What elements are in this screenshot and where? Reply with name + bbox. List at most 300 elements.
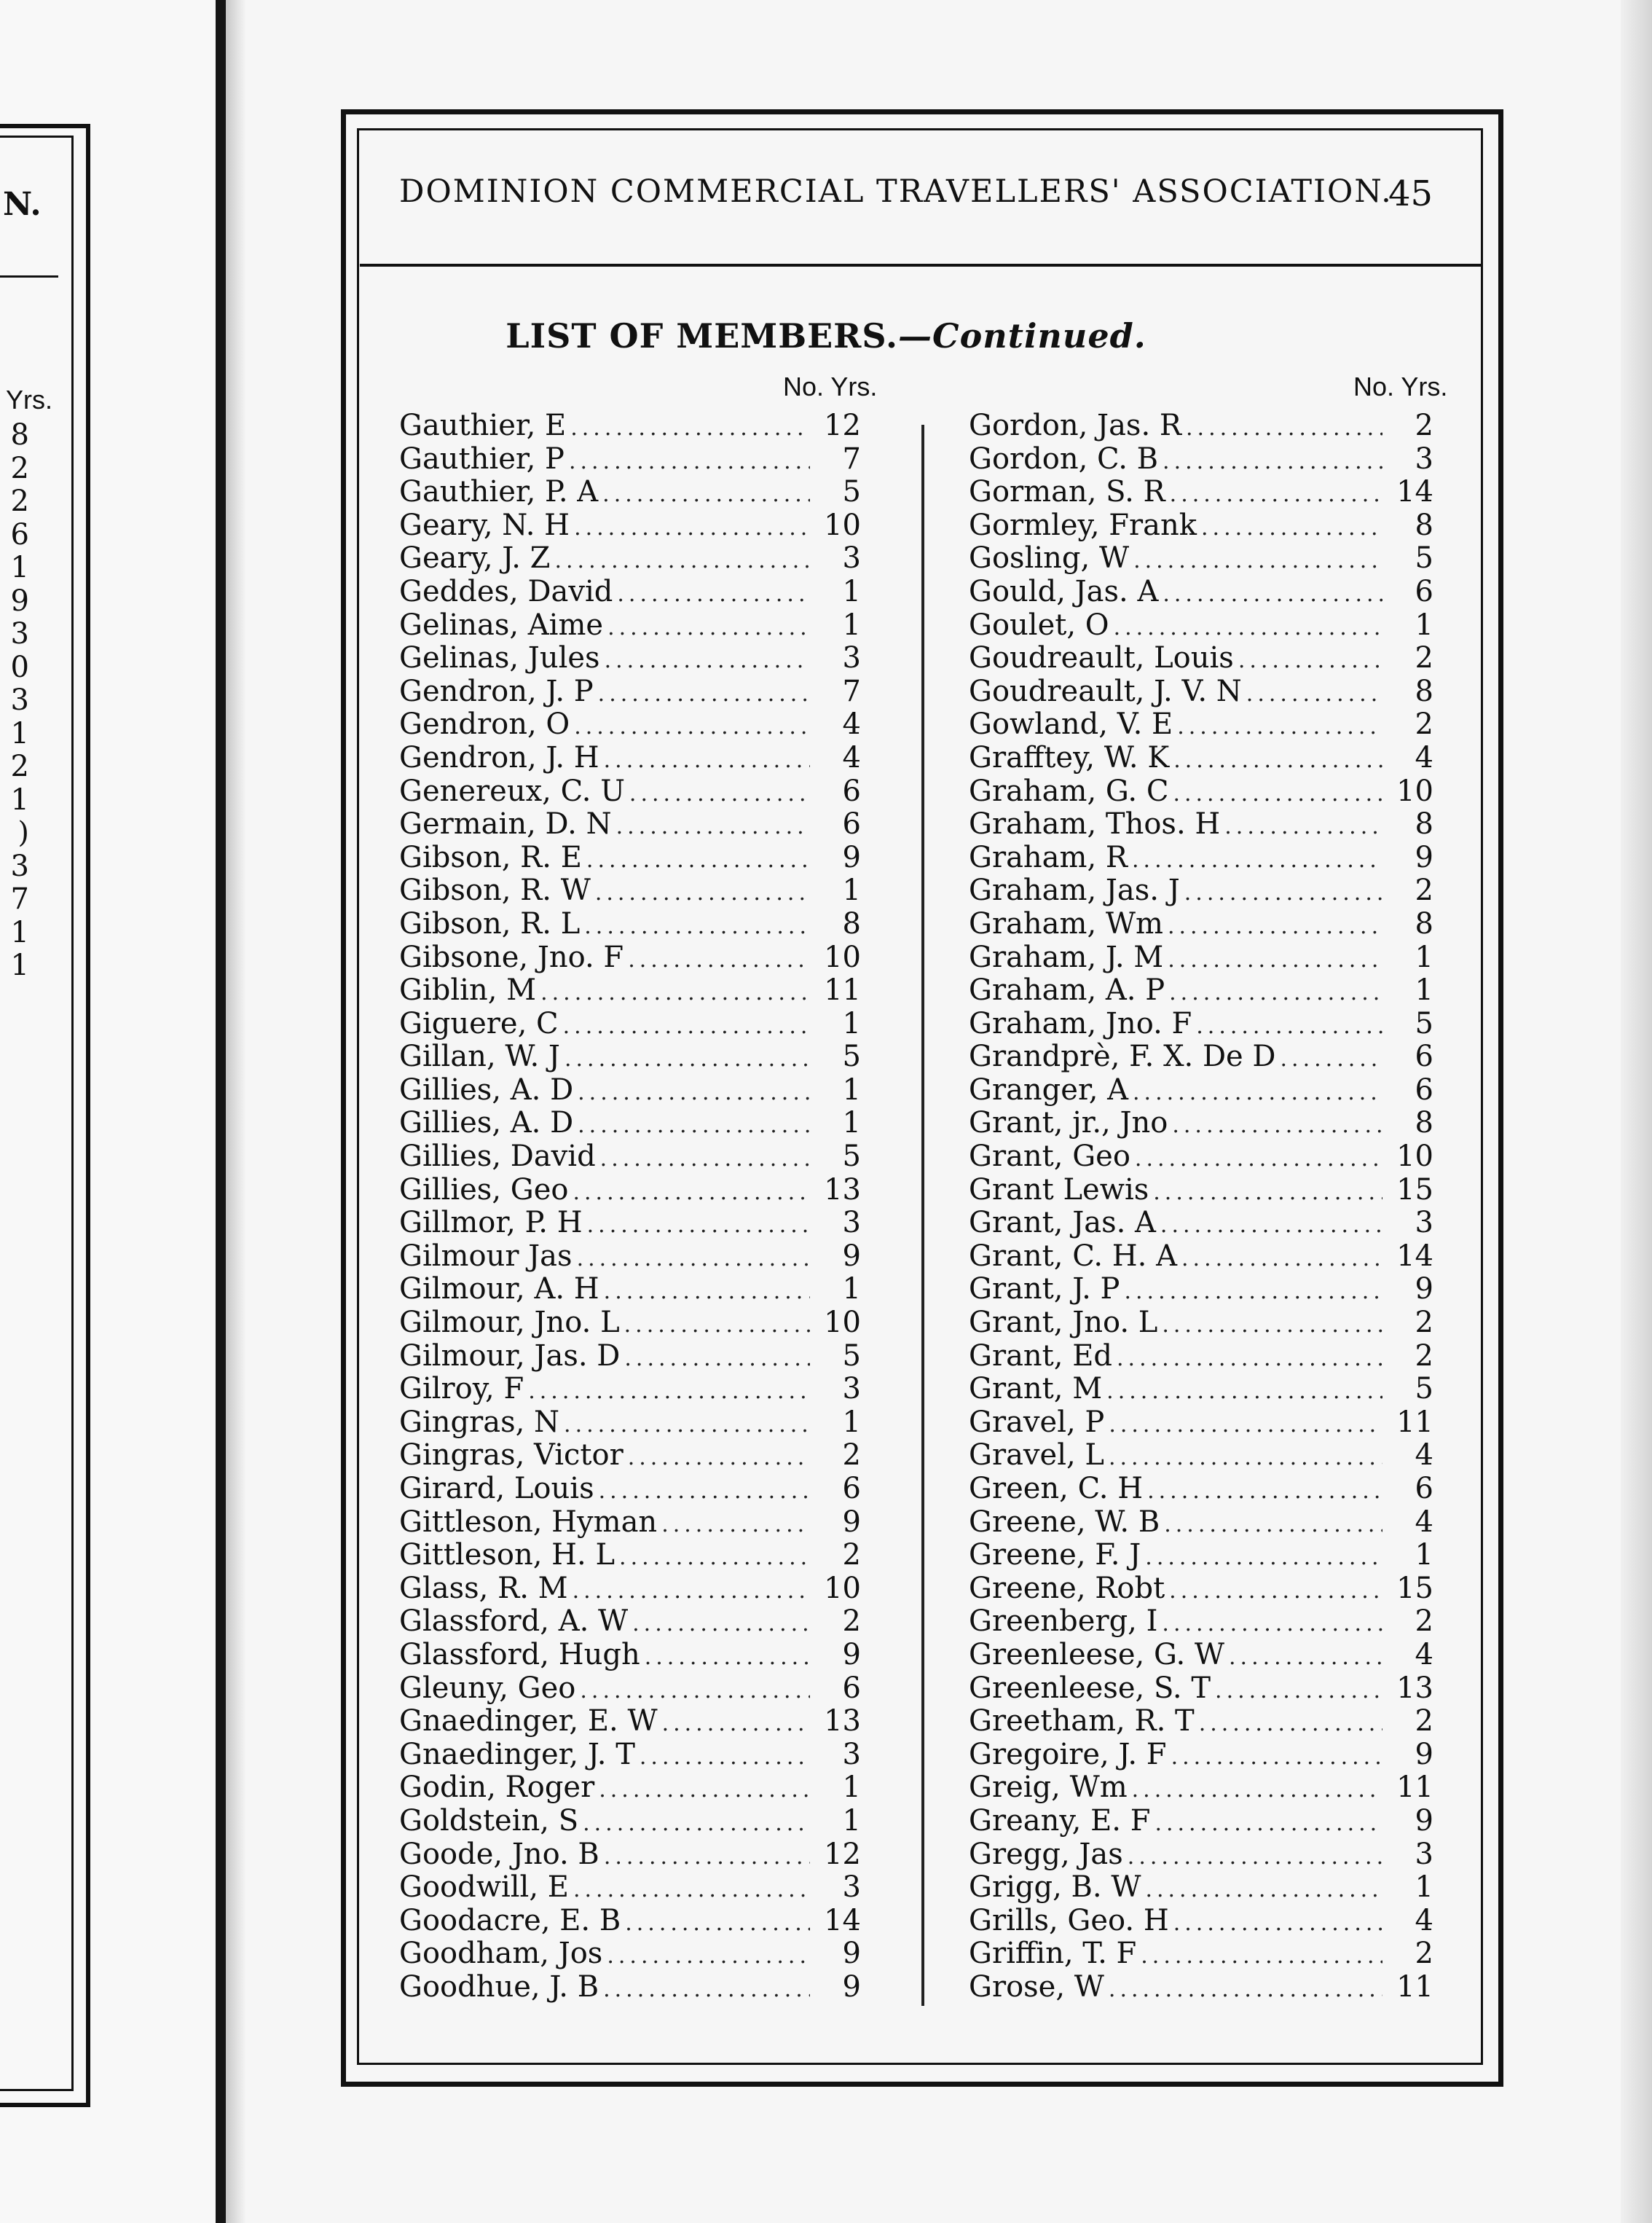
member-name: Geddes, David — [399, 575, 613, 608]
leader-dots — [1128, 1840, 1382, 1872]
member-row — [399, 842, 861, 875]
member-years: 9 — [1415, 1273, 1433, 1306]
member-years: 15 — [1396, 1572, 1433, 1605]
leader-dots — [1163, 445, 1382, 477]
leader-dots — [574, 511, 810, 543]
member-name: Gilmour, Jas. D — [399, 1339, 621, 1373]
member-row — [969, 1008, 1433, 1041]
member-row — [969, 1074, 1433, 1107]
member-row — [969, 1738, 1433, 1772]
leader-dots — [1141, 1940, 1382, 1971]
member-name: Greene, W. B — [969, 1505, 1160, 1539]
member-years: 4 — [842, 741, 861, 775]
member-row — [399, 1174, 861, 1207]
member-years: 14 — [824, 1904, 861, 1937]
left-page-number: 1 — [10, 949, 29, 982]
member-name: Grafftey, W. K — [969, 741, 1170, 775]
member-row — [399, 941, 861, 975]
member-years: 1 — [1415, 1539, 1433, 1572]
leader-dots — [662, 1707, 810, 1738]
member-name: Glassford, A. W — [399, 1605, 629, 1639]
member-years: 6 — [1415, 1473, 1433, 1505]
member-years: 1 — [842, 1107, 861, 1140]
leader-dots — [632, 1607, 810, 1639]
member-row — [399, 1306, 861, 1340]
column-divider — [921, 425, 924, 2006]
member-row — [969, 509, 1433, 543]
leader-dots — [1109, 1408, 1382, 1440]
member-row — [399, 1838, 861, 1872]
member-row — [969, 1140, 1433, 1174]
member-row — [969, 1107, 1433, 1140]
member-years: 3 — [842, 1738, 861, 1771]
leader-dots — [563, 1010, 810, 1041]
member-name: Gnaedinger, J. T — [399, 1738, 635, 1771]
member-years: 8 — [1415, 509, 1433, 542]
member-years: 9 — [842, 841, 861, 874]
member-name: Gravel, L — [969, 1439, 1104, 1473]
member-row — [399, 708, 861, 742]
member-years: 1 — [842, 1804, 861, 1838]
member-name: Genereux, C. U — [399, 775, 625, 808]
member-years: 1 — [842, 1073, 861, 1107]
member-years: 2 — [1415, 874, 1433, 908]
member-row — [399, 1340, 861, 1373]
member-name: Gittleson, Hyman — [399, 1505, 658, 1539]
member-row — [399, 1672, 861, 1706]
leader-dots — [625, 1907, 810, 1938]
member-years: 1 — [842, 874, 861, 908]
member-name: Grant, Ed — [969, 1339, 1112, 1373]
left-page-number: 8 — [10, 418, 29, 452]
member-years: 3 — [842, 1871, 861, 1905]
left-page-number: 9 — [10, 584, 29, 618]
member-row — [399, 609, 861, 643]
member-row — [969, 1672, 1433, 1706]
leader-dots — [580, 1674, 810, 1706]
member-name: Gillmor, P. H — [399, 1207, 583, 1240]
leader-dots — [1135, 1142, 1382, 1174]
leader-dots — [1184, 877, 1382, 908]
leader-dots — [600, 1142, 810, 1174]
members-column-right — [969, 409, 1433, 2004]
member-name: Graham, Wm — [969, 907, 1163, 941]
member-years: 6 — [842, 1671, 861, 1705]
leader-dots — [586, 844, 810, 875]
left-page-number: 1 — [10, 716, 29, 750]
member-years: 8 — [1415, 907, 1433, 941]
left-page-number: 1 — [10, 915, 29, 949]
member-row — [399, 1539, 861, 1572]
leader-dots — [1132, 844, 1382, 875]
member-name: Greenleese, G. W — [969, 1638, 1225, 1671]
member-name: Gillies, A. D — [399, 1107, 574, 1140]
member-years: 9 — [842, 1937, 861, 1971]
member-years: 5 — [842, 476, 861, 509]
leader-dots — [1201, 511, 1382, 543]
member-row — [969, 708, 1433, 742]
member-years: 2 — [1415, 1705, 1433, 1738]
leader-dots — [604, 1840, 810, 1872]
member-row — [969, 443, 1433, 477]
member-years: 4 — [1415, 1638, 1433, 1671]
member-name: Grigg, B. W — [969, 1871, 1141, 1905]
member-years: 8 — [842, 907, 861, 941]
leader-dots — [1145, 1873, 1382, 1905]
leader-dots — [574, 710, 810, 742]
leader-dots — [1238, 644, 1382, 675]
member-row — [969, 1705, 1433, 1738]
member-row — [969, 642, 1433, 675]
member-years: 12 — [824, 409, 861, 442]
member-years: 5 — [842, 1339, 861, 1373]
member-name: Gnaedinger, E. W — [399, 1705, 658, 1738]
member-name: Gauthier, P — [399, 442, 565, 476]
left-page-number: 0 — [10, 650, 29, 684]
member-years: 1 — [1415, 941, 1433, 974]
member-name: Gordon, C. B — [969, 442, 1159, 476]
leader-dots — [1147, 1475, 1382, 1506]
member-years: 11 — [824, 974, 861, 1008]
member-name: Goodhue, J. B — [399, 1970, 599, 2004]
member-name: Glass, R. M — [399, 1572, 568, 1605]
member-row — [969, 1273, 1433, 1306]
leader-dots — [1246, 678, 1382, 709]
member-row — [399, 1705, 861, 1738]
member-years: 1 — [1415, 608, 1433, 642]
member-row — [969, 908, 1433, 941]
member-name: Graham, Thos. H — [969, 808, 1221, 842]
member-row — [969, 1971, 1433, 2004]
member-name: Greenleese, S. T — [969, 1671, 1211, 1705]
member-name: Girard, Louis — [399, 1473, 594, 1505]
member-row — [969, 609, 1433, 643]
member-years: 9 — [1415, 1804, 1433, 1838]
member-years: 6 — [1415, 1040, 1433, 1074]
leader-dots — [595, 877, 810, 908]
left-page-number: 2 — [10, 451, 29, 485]
left-page-header-rule — [0, 275, 58, 278]
member-years: 9 — [842, 1505, 861, 1539]
leader-dots — [602, 478, 810, 509]
member-row — [969, 1174, 1433, 1207]
member-years: 11 — [1396, 1771, 1433, 1805]
leader-dots — [569, 445, 810, 477]
members-column-left — [399, 409, 861, 2004]
member-row — [969, 1207, 1433, 1240]
leader-dots — [573, 1176, 810, 1207]
member-row — [969, 742, 1433, 775]
member-name: Grant, Jno. L — [969, 1306, 1158, 1340]
member-years: 15 — [1396, 1173, 1433, 1207]
member-years: 7 — [842, 442, 861, 476]
member-name: Gauthier, E — [399, 409, 567, 442]
member-row — [399, 1771, 861, 1805]
member-row — [399, 1905, 861, 1938]
member-name: Giblin, M — [399, 974, 537, 1008]
member-name: Greetham, R. T — [969, 1705, 1195, 1738]
running-header-title: DOMINION COMMERCIAL TRAVELLERS' ASSOCIATION. — [399, 173, 1393, 210]
member-years: 9 — [1415, 1738, 1433, 1771]
member-name: Goode, Jno. B — [399, 1838, 599, 1871]
member-row — [399, 1937, 861, 1971]
leader-dots — [607, 611, 810, 643]
leader-dots — [1170, 478, 1382, 509]
member-name: Gravel, P — [969, 1405, 1105, 1439]
member-years: 1 — [842, 1273, 861, 1306]
leader-dots — [554, 544, 810, 576]
member-row — [969, 974, 1433, 1008]
left-page-number: 3 — [10, 849, 29, 883]
member-row — [969, 1506, 1433, 1540]
member-name: Gingras, Victor — [399, 1439, 624, 1473]
member-years: 1 — [842, 608, 861, 642]
leader-dots — [578, 1109, 810, 1140]
leader-dots — [564, 1408, 810, 1440]
member-row — [399, 1871, 861, 1905]
leader-dots — [619, 1541, 810, 1572]
member-years: 11 — [1396, 1405, 1433, 1439]
member-years: 2 — [1415, 1937, 1433, 1971]
member-years: 13 — [1396, 1671, 1433, 1705]
member-row — [969, 1040, 1433, 1074]
leader-dots — [1224, 810, 1382, 842]
member-years: 4 — [1415, 741, 1433, 775]
member-name: Gilmour, Jno. L — [399, 1306, 620, 1340]
member-name: Greene, Robt — [969, 1572, 1165, 1605]
member-years: 3 — [1415, 1207, 1433, 1240]
member-name: Gregoire, J. F — [969, 1738, 1167, 1771]
left-page-header-fragment: N. — [3, 186, 42, 223]
member-row — [969, 476, 1433, 509]
member-row — [399, 1506, 861, 1540]
leader-dots — [604, 744, 810, 775]
member-name: Gormley, Frank — [969, 509, 1197, 542]
member-name: Greenberg, I — [969, 1605, 1158, 1639]
member-years: 1 — [842, 1405, 861, 1439]
member-name: Grant, Geo — [969, 1140, 1130, 1174]
member-row — [399, 509, 861, 543]
leader-dots — [645, 1641, 810, 1672]
member-years: 10 — [824, 941, 861, 974]
member-name: Gilroy, F — [399, 1373, 524, 1406]
member-years: 10 — [1396, 775, 1433, 808]
leader-dots — [1163, 578, 1382, 609]
member-name: Gittleson, H. L — [399, 1539, 615, 1572]
member-name: Gibson, R. E — [399, 841, 582, 874]
member-name: Gould, Jas. A — [969, 575, 1159, 608]
left-page-number: 1 — [10, 551, 29, 584]
member-row — [969, 1838, 1433, 1872]
member-years: 10 — [1396, 1140, 1433, 1174]
list-title — [0, 316, 1652, 356]
member-years: 1 — [842, 1771, 861, 1805]
member-row — [399, 1439, 861, 1473]
member-years: 3 — [842, 1373, 861, 1406]
member-row — [969, 1240, 1433, 1274]
member-name: Gibson, R. W — [399, 874, 591, 908]
member-row — [969, 941, 1433, 975]
member-name: Graham, R — [969, 841, 1128, 874]
header-rule — [360, 264, 1482, 267]
member-years: 6 — [842, 775, 861, 808]
leader-dots — [1162, 1607, 1382, 1639]
member-years: 5 — [842, 1140, 861, 1174]
leader-dots — [1124, 1275, 1382, 1306]
left-page-number: 2 — [10, 750, 29, 783]
member-years: 4 — [1415, 1904, 1433, 1937]
member-name: Green, C. H — [969, 1473, 1144, 1505]
left-page-numbers — [0, 419, 29, 983]
left-page-yrs-label: Yrs. — [6, 385, 53, 415]
member-row — [969, 1771, 1433, 1805]
member-name: Goudreault, Louis — [969, 642, 1234, 675]
member-years: 5 — [1415, 1007, 1433, 1040]
member-name: Grant, M — [969, 1373, 1103, 1406]
left-page-number: 7 — [10, 882, 29, 916]
member-years: 10 — [824, 1306, 861, 1340]
member-row — [969, 842, 1433, 875]
member-name: Gillan, W. J — [399, 1040, 560, 1074]
leader-dots — [1229, 1641, 1382, 1672]
member-years: 1 — [842, 1007, 861, 1040]
leader-dots — [1173, 744, 1382, 775]
member-name: Gillies, David — [399, 1140, 596, 1174]
member-years: 2 — [842, 1439, 861, 1473]
member-years: 2 — [1415, 1339, 1433, 1373]
member-row — [399, 874, 861, 908]
member-years: 9 — [842, 1239, 861, 1273]
member-name: Godin, Roger — [399, 1771, 595, 1805]
leader-dots — [1196, 1010, 1382, 1041]
member-years: 3 — [842, 642, 861, 675]
leader-dots — [1171, 1741, 1382, 1772]
member-row — [399, 1805, 861, 1838]
leader-dots — [1106, 1375, 1382, 1406]
member-row — [969, 1539, 1433, 1572]
leader-dots — [1169, 976, 1382, 1008]
member-row — [399, 1107, 861, 1140]
member-name: Goulet, O — [969, 608, 1109, 642]
member-years: 4 — [1415, 1505, 1433, 1539]
member-name: Gelinas, Aime — [399, 608, 604, 642]
leader-dots — [1133, 544, 1382, 576]
member-name: Grant, J. P — [969, 1273, 1120, 1306]
member-years: 6 — [842, 808, 861, 842]
list-title-main: LIST OF MEMBERS. — [506, 316, 898, 356]
member-name: Gendron, O — [399, 708, 570, 742]
left-page-number: ) — [17, 816, 29, 850]
member-name: Geary, N. H — [399, 509, 570, 542]
member-row — [969, 1406, 1433, 1440]
leader-dots — [1145, 1541, 1382, 1572]
leader-dots — [599, 1475, 810, 1506]
member-name: Graham, Jas. J — [969, 874, 1180, 908]
member-name: Graham, Jno. F — [969, 1007, 1192, 1040]
member-row — [399, 1373, 861, 1406]
member-name: Gelinas, Jules — [399, 642, 600, 675]
member-years: 3 — [842, 1207, 861, 1240]
member-years: 6 — [842, 1473, 861, 1505]
leader-dots — [1169, 1575, 1382, 1606]
member-name: Graham, A. P — [969, 974, 1165, 1008]
leader-dots — [1114, 611, 1382, 643]
member-years: 5 — [1415, 1373, 1433, 1406]
member-name: Germain, D. N — [399, 808, 612, 842]
member-name: Grose, W — [969, 1970, 1104, 2004]
member-name: Geary, J. Z — [399, 542, 551, 576]
member-years: 2 — [1415, 1605, 1433, 1639]
left-page-number: 6 — [10, 517, 29, 552]
leader-dots — [599, 1773, 810, 1805]
member-years: 1 — [1415, 974, 1433, 1008]
member-name: Goldstein, S — [399, 1804, 579, 1838]
member-years: 2 — [1415, 409, 1433, 442]
member-row — [969, 808, 1433, 842]
member-name: Gendron, J. H — [399, 741, 599, 775]
member-name: Goodwill, E — [399, 1871, 569, 1905]
member-name: Grant Lewis — [969, 1173, 1149, 1207]
member-name: Gauthier, P. A — [399, 476, 599, 509]
member-name: Giguere, C — [399, 1007, 559, 1040]
member-row — [399, 409, 861, 443]
member-row — [399, 1572, 861, 1606]
member-years: 5 — [842, 1040, 861, 1074]
member-row — [399, 1140, 861, 1174]
member-years: 2 — [1415, 1306, 1433, 1340]
leader-dots — [604, 1275, 810, 1306]
member-name: Gleuny, Geo — [399, 1671, 576, 1705]
member-row — [969, 1340, 1433, 1373]
member-row — [399, 1738, 861, 1772]
member-name: Griffin, T. F — [969, 1937, 1137, 1971]
member-years: 11 — [1396, 1970, 1433, 2004]
member-row — [399, 1971, 861, 2004]
member-name: Graham, J. M — [969, 941, 1164, 974]
leader-dots — [573, 1575, 810, 1606]
leader-dots — [584, 910, 810, 941]
member-name: Greene, F. J — [969, 1539, 1141, 1572]
member-row — [399, 808, 861, 842]
leader-dots — [573, 1873, 810, 1905]
left-page-number: 3 — [10, 683, 29, 717]
member-row — [399, 1639, 861, 1672]
member-years: 2 — [842, 1605, 861, 1639]
member-row — [399, 1406, 861, 1440]
member-years: 7 — [842, 675, 861, 708]
member-years: 4 — [1415, 1439, 1433, 1473]
member-row — [969, 1473, 1433, 1506]
member-row — [399, 1473, 861, 1506]
member-years: 1 — [1415, 1871, 1433, 1905]
member-years: 10 — [824, 509, 861, 542]
member-row — [399, 1207, 861, 1240]
leader-dots — [661, 1508, 810, 1540]
member-row — [399, 775, 861, 809]
member-name: Gregg, Jas — [969, 1838, 1123, 1871]
member-name: Grandprè, F. X. De D — [969, 1040, 1276, 1074]
member-row — [399, 1605, 861, 1639]
member-name: Gendron, J. P — [399, 675, 594, 708]
member-name: Grant, Jas. A — [969, 1207, 1156, 1240]
leader-dots — [1164, 1508, 1382, 1540]
member-years: 4 — [842, 708, 861, 742]
member-years: 14 — [1396, 476, 1433, 509]
member-name: Gowland, V. E — [969, 708, 1173, 742]
member-row — [969, 1639, 1433, 1672]
leader-dots — [1160, 1209, 1382, 1240]
member-row — [399, 542, 861, 576]
